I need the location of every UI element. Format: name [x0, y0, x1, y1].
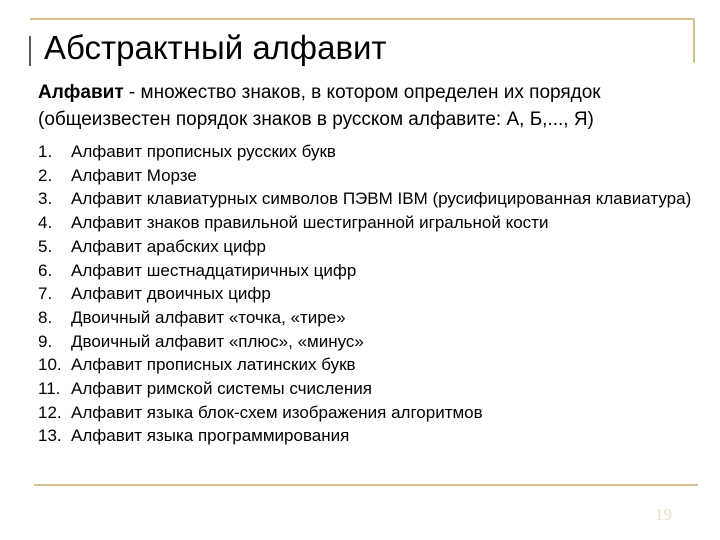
- list-item-text: Двоичный алфавит «точка, «тире»: [71, 307, 346, 327]
- list-item-number: 7.: [38, 284, 53, 304]
- list-item-text: Алфавит двоичных цифр: [71, 284, 271, 304]
- list-item: [38, 424, 693, 448]
- list-item: [38, 140, 693, 164]
- intro-term: Алфавит: [38, 82, 124, 103]
- left-rule: [29, 36, 31, 66]
- intro-paragraph: [38, 79, 698, 133]
- list-item: [38, 211, 693, 235]
- list-item: [38, 330, 693, 354]
- list-item: [38, 187, 693, 211]
- list-item-text: Алфавит клавиатурных символов ПЭВМ IBM (русифицированная клавиатура): [71, 189, 692, 209]
- list-item: [38, 282, 693, 306]
- list-item-number: 2.: [38, 165, 53, 185]
- list-item-number: 3.: [38, 189, 53, 209]
- list-item-text: Алфавит Морзе: [71, 165, 197, 185]
- list-item-number: 6.: [38, 260, 53, 280]
- list-item-number: 8.: [38, 307, 53, 327]
- list-item-number: 5.: [38, 236, 53, 256]
- list-item: [38, 235, 693, 259]
- bottom-rule: [34, 484, 698, 486]
- intro-text: - множество знаков, в котором определен их порядок (общеизвестен порядок знаков в русском алфавите: А, Б,..., Я): [38, 82, 601, 130]
- list-item: [38, 259, 693, 283]
- alphabet-list: [38, 140, 693, 448]
- right-rule: [693, 18, 695, 63]
- list-item: [38, 164, 693, 188]
- list-item-number: 10.: [38, 355, 62, 375]
- top-rule: [30, 18, 694, 20]
- list-item-text: Алфавит языка программирования: [71, 426, 350, 446]
- page-number: 19: [655, 505, 672, 524]
- list-item-text: Алфавит знаков правильной шестигранной игральной кости: [71, 213, 549, 233]
- list-item-text: Алфавит арабских цифр: [71, 236, 266, 256]
- list-item-number: 4.: [38, 213, 53, 233]
- list-item-text: Алфавит шестнадцатиричных цифр: [71, 260, 357, 280]
- list-item-number: 11.: [38, 379, 61, 399]
- list-item-text: Алфавит языка блок-схем изображения алгоритмов: [71, 402, 483, 422]
- list-item-text: Двоичный алфавит «плюс», «минус»: [71, 331, 364, 351]
- slide-title: Абстрактный алфавит: [44, 29, 387, 66]
- list-item-number: 1.: [38, 142, 53, 161]
- list-item: [38, 377, 693, 401]
- list-item: [38, 401, 693, 425]
- list-item-text: Алфавит прописных русских букв: [71, 142, 336, 161]
- list-item-number: 9.: [38, 331, 53, 351]
- list-item: [38, 306, 693, 330]
- list-item-number: 13.: [38, 426, 62, 446]
- list-item: [38, 353, 693, 377]
- list-item-number: 12.: [38, 402, 62, 422]
- list-item-text: Алфавит прописных латинских букв: [71, 355, 356, 375]
- list-item-text: Алфавит римской системы счисления: [71, 379, 372, 399]
